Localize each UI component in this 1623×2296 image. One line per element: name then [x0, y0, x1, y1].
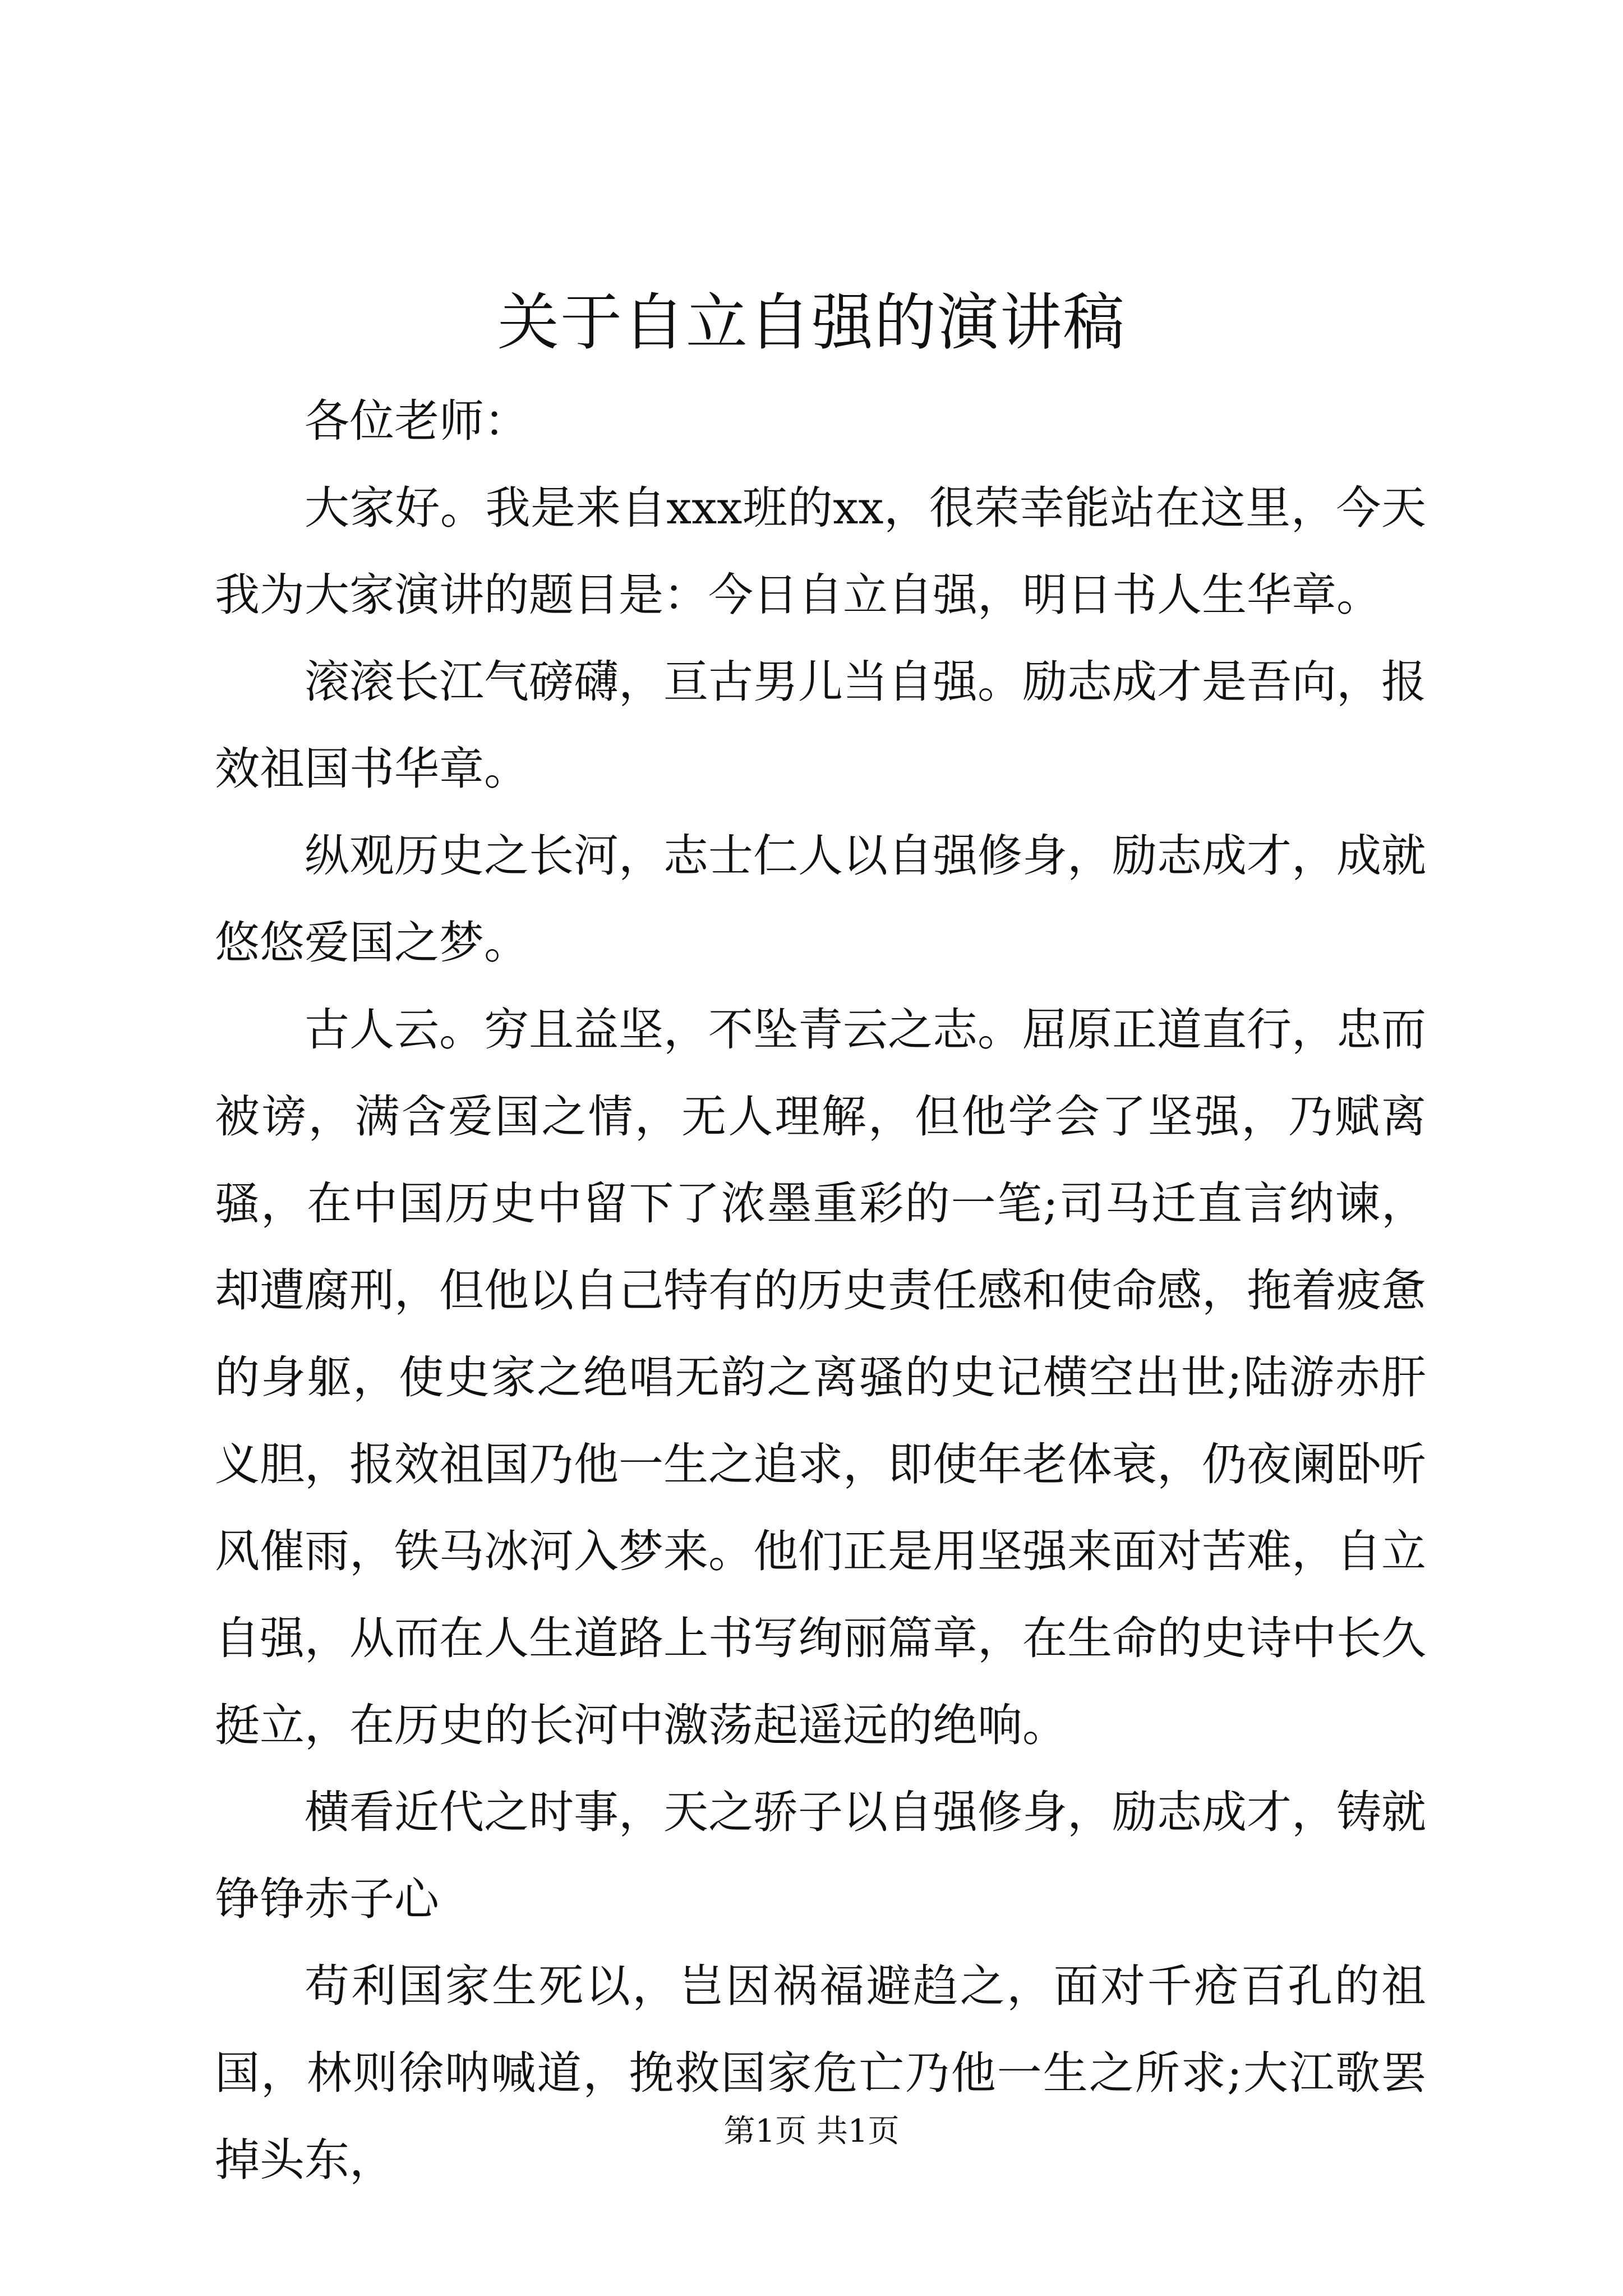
paragraph-salutation: 各位老师： — [305, 395, 529, 447]
paragraph-modern: 横看近代之时事，天之骄子以自强修身，励志成才，铸就铮铮赤子心 — [215, 1786, 1426, 1925]
paragraph-linzexu: 苟利国家生死以，岂因祸福避趋之，面对千疮百孔的祖国，林则徐呐喊道，挽救国家危亡乃他一生之所求;大江歌罢掉头东， — [215, 1960, 1426, 2186]
paragraph-greeting: 大家好。我是来自xxx班的xx，很荣幸能站在这里，今天我为大家演讲的题目是：今日自立自强，明日书人生华章。 — [215, 482, 1426, 621]
document-body — [215, 378, 1426, 2203]
paragraph-ancients: 古人云。穷且益坚，不坠青云之志。屈原正道直行，忠而被谤，满含爱国之情，无人理解，但他学会了坚强，乃赋离骚，在中国历史中留下了浓墨重彩的一笔;司马迁直言纳谏，却遭腐刑，但他以自己特有的历史责任感和使命感，拖着疲惫的身躯，使史家之绝唱无韵之离骚的史记横空出世;陆游赤肝义胆，报效祖国乃他一生之追求，即使年老体衰，仍夜阑卧听风催雨，铁马冰河入梦来。他们正是用坚强来面对苦难，自立自强，从而在人生道路上书写绚丽篇章，在生命的史诗中长久挺立，在历史的长河中激荡起遥远的绝响。 — [215, 1004, 1426, 1751]
page-number-footer: 第1页 共1页 — [723, 2113, 900, 2150]
paragraph-history: 纵观历史之长河，志士仁人以自强修身，励志成才，成就悠悠爱国之梦。 — [215, 830, 1426, 969]
paragraph-poem: 滚滚长江气磅礴，亘古男儿当自强。励志成才是吾向，报效祖国书华章。 — [215, 656, 1426, 795]
document-title: 关于自立自强的演讲稿 — [497, 287, 1126, 358]
